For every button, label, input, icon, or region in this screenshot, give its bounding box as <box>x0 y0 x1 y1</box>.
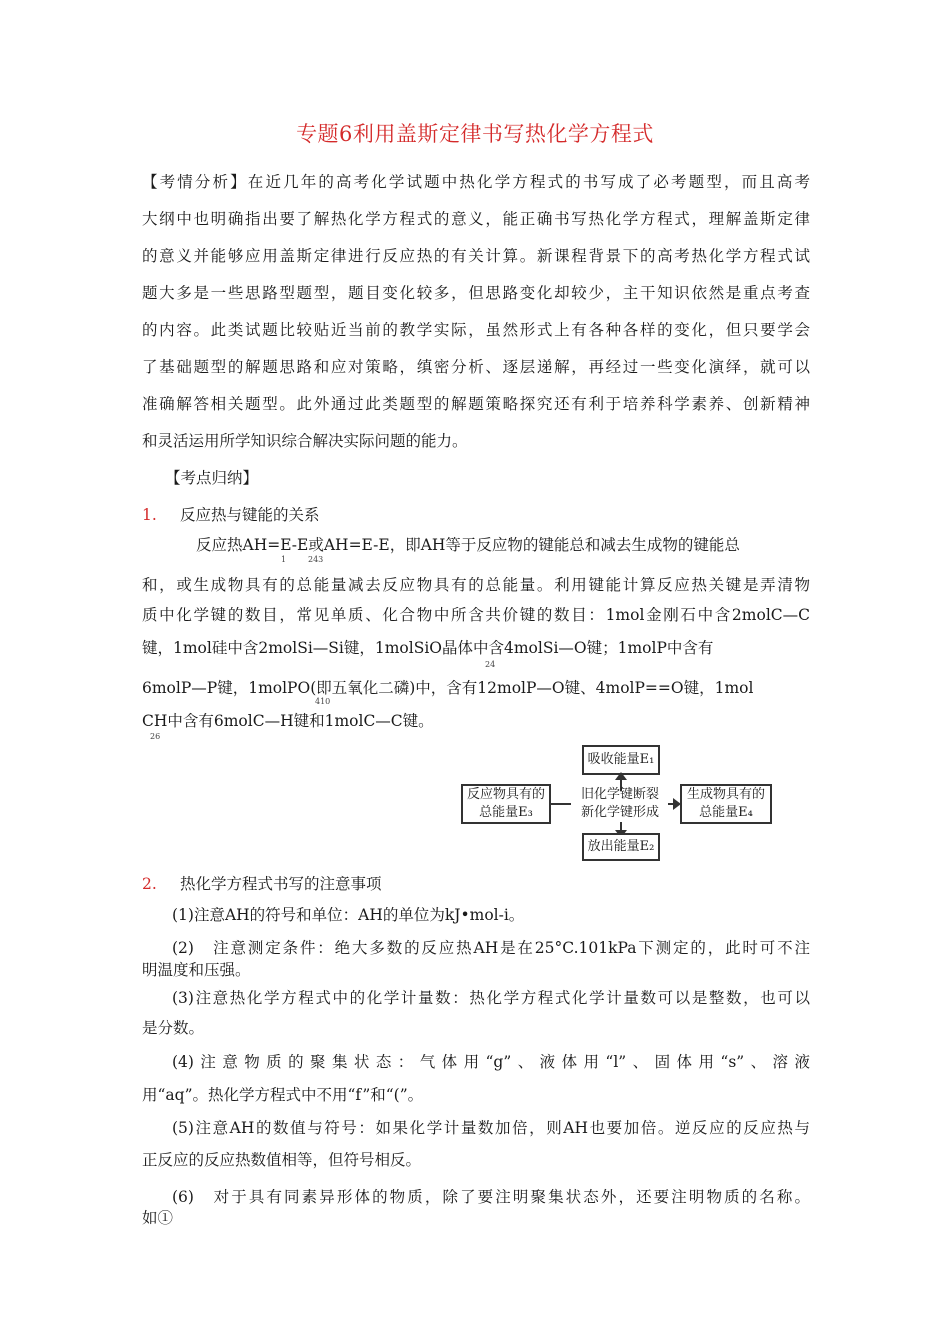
product-energy-label-2: 总能量E₄ <box>699 805 753 820</box>
section1-heading: 反应热与键能的关系 <box>180 506 320 524</box>
absorb-energy-label: 吸收能量E₁ <box>587 752 655 767</box>
section2-item: 正反应的反应热数值相等，但符号相反。 <box>142 1151 422 1169</box>
analysis-line: 大纲中也明确指出要了解热化学方程式的意义，能正确书写热化学方程式，理解盖斯定律 <box>142 210 810 228</box>
subscript-mark: 243 <box>308 555 324 564</box>
section1-number: 1. <box>142 506 157 524</box>
reactant-energy-box <box>461 784 551 824</box>
release-energy-label: 放出能量E₂ <box>587 839 655 854</box>
section2-item: (4)注意物质的聚集状态：气体用“g”、液体用“l”、固体用“s”、溶液 <box>172 1053 810 1071</box>
release-energy-box <box>582 833 660 861</box>
section2-heading: 热化学方程式书写的注意事项 <box>180 875 382 893</box>
section2-item: 如① <box>142 1209 174 1227</box>
section2-item: (1)注意AH的符号和单位：AH的单位为kJ•mol-i。 <box>172 906 525 924</box>
section1-line: 键，1mol硅中含2molSi—Si键，1molSiO晶体中含4molSi—O键；1molP中含有 <box>142 639 714 657</box>
analysis-line: 题大多是一些思路型题型，题目变化较多，但思路变化却较少，主干知识依然是重点考查 <box>142 284 810 302</box>
section1-line: 质中化学键的数目，常见单质、化合物中所含共价键的数目：1mol金刚石中含2molC—C <box>142 606 810 624</box>
section2-item: 是分数。 <box>142 1019 205 1037</box>
section2-number: 2. <box>142 875 157 893</box>
up-arrow-icon <box>615 772 627 780</box>
section1-line: 反应热AH=E-E或AH=E-E，即AH等于反应物的键能总和减去生成物的键能总 <box>196 536 740 554</box>
analysis-line: 了基础题型的解题思路和应对策略，缜密分析、逐层递解，再经过一些变化演绎，就可以 <box>142 358 810 376</box>
absorb-energy-box <box>582 745 660 775</box>
analysis-line: 的内容。此类试题比较贴近当前的教学实际，虽然形式上有各种各样的变化，但只要学会 <box>142 321 810 339</box>
section2-item: (5)注意AH的数值与符号：如果化学计量数加倍，则AH也要加倍。逆反应的反应热与 <box>172 1119 810 1137</box>
subscript-mark: 410 <box>315 697 331 706</box>
reactant-energy-label-2: 总能量E₃ <box>479 805 533 820</box>
analysis-line: 【考情分析】在近几年的高考化学试题中热化学方程式的书写成了必考题型，而且高考 <box>142 173 810 191</box>
section2-item: 明温度和压强。 <box>142 961 251 979</box>
section1-line: 6molP—P键，1molPO(即五氧化二磷)中，含有12molP—O键、4molP==O键，1mol <box>142 679 754 697</box>
section2-item: 用“aq”。热化学方程式中不用“f”和“(”。 <box>142 1086 424 1104</box>
summary-heading: 【考点归纳】 <box>165 469 259 487</box>
analysis-line: 的意义并能够应用盖斯定律进行反应热的有关计算。新课程背景下的高考热化学方程式试 <box>142 247 810 265</box>
bond-change-text <box>570 786 670 822</box>
product-energy-label-1: 生成物具有的 <box>686 787 765 802</box>
left-connector <box>551 803 571 805</box>
section2-item: (2) 注意测定条件：绝大多数的反应热AH是在25°C.101kPa下测定的，此时可不注 <box>172 939 810 957</box>
subscript-mark: 1 <box>281 555 287 564</box>
section2-item: (3)注意热化学方程式中的化学计量数：热化学方程式化学计量数可以是整数，也可以 <box>172 989 810 1007</box>
section2-item: (6) 对于具有同素异形体的物质，除了要注明聚集状态外，还要注明物质的名称。 <box>172 1188 810 1206</box>
product-energy-box <box>680 784 772 824</box>
analysis-line: 准确解答相关题型。此外通过此类题型的解题策略探究还有利于培养科学素养、创新精神 <box>142 395 810 413</box>
reactant-energy-label-1: 反应物具有的 <box>466 787 545 802</box>
subscript-mark: 24 <box>485 660 496 669</box>
analysis-line: 和灵活运用所学知识综合解决实际问题的能力。 <box>142 432 468 450</box>
bond-form-label: 新化学键形成 <box>580 805 659 820</box>
section1-line: CH中含有6molC—H键和1molC—C键。 <box>142 712 434 730</box>
page-title: 专题6利用盖斯定律书写热化学方程式 <box>296 122 654 146</box>
section1-line: 和，或生成物具有的总能量减去反应物具有的总能量。利用键能计算反应热关键是弄清物 <box>142 576 810 594</box>
subscript-mark: 26 <box>150 732 161 741</box>
bond-break-label: 旧化学键断裂 <box>580 787 659 802</box>
